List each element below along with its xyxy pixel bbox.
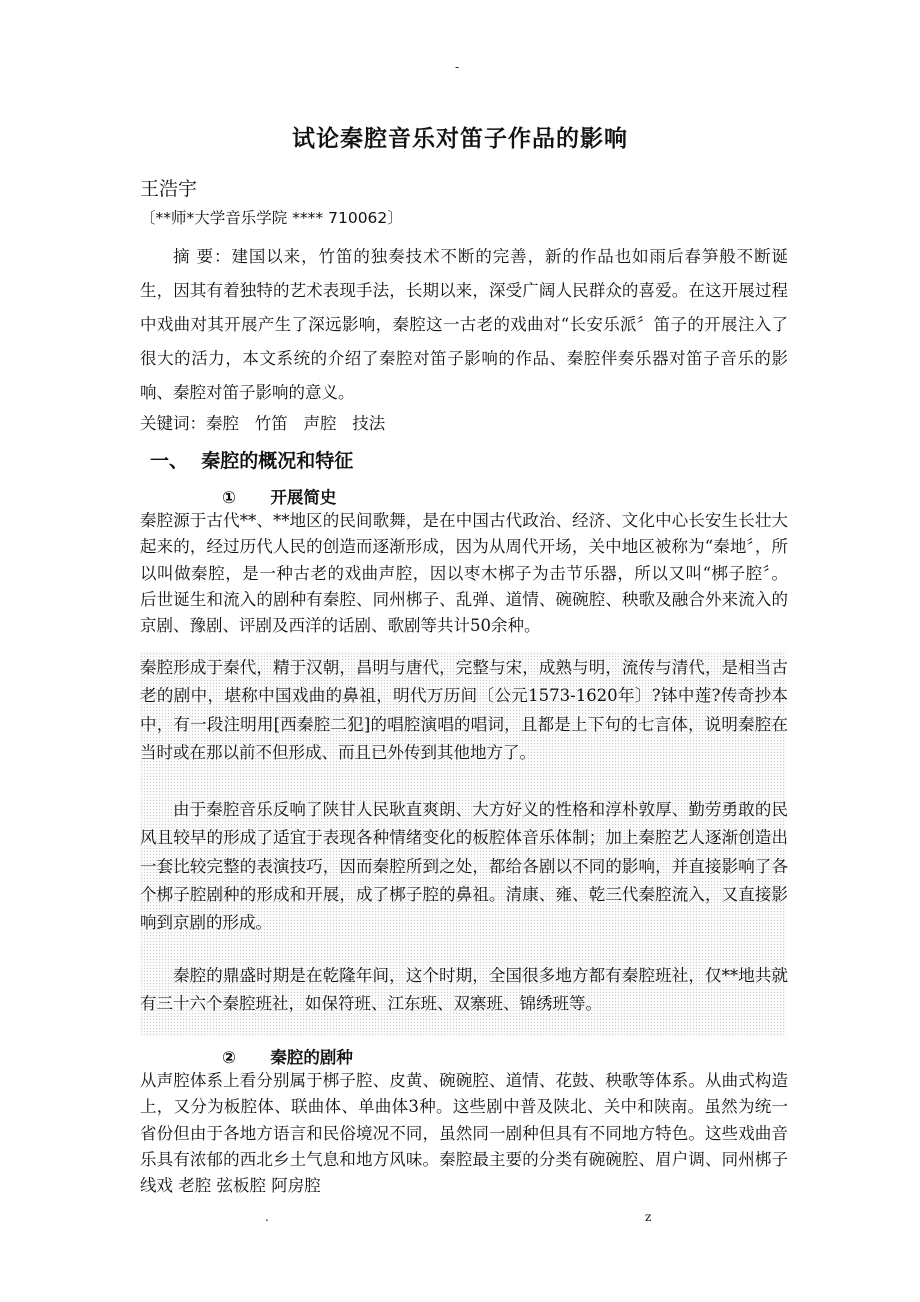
section-heading-1: 一、 秦腔的概况和特征 xyxy=(150,450,354,472)
footer-right-mark: z xyxy=(645,1210,652,1224)
keywords: 关键词：秦腔 竹笛 声腔 技法 xyxy=(140,414,386,433)
abstract-label: 摘 要： xyxy=(173,247,232,266)
paragraph-history-4: 秦腔的鼎盛时期是在乾隆年间，这个时期，全国很多地方都有秦腔班社，仅**地共就有三十六个秦腔班社，如保符班、江东班、双寨班、锦绣班等。 xyxy=(140,966,788,1014)
paragraph-genres: 从声腔体系上看分别属于梆子腔、皮黄、碗碗腔、道情、花鼓、秧歌等体系。从曲式构造上，又分为板腔体、联曲体、单曲体3种。这些剧中普及陕北、关中和陕南。虽然为统一省份但由于各地方语言和民俗境况不同，虽然同一剧种但具有不同地方特色。这些戏曲音乐具有浓郁的西北乡土气息和地方风味。秦腔最主要的分类有碗碗腔、眉户调、同州梆子 线戏 老腔 弦板腔 阿房腔 xyxy=(140,1071,788,1196)
subsection-heading-2: ② 秦腔的剧种 xyxy=(222,1048,353,1067)
paragraph-history-1: 秦腔源于古代**、**地区的民间歌舞，是在中国古代政治、经济、文化中心长安生长壮大起来的，经过历代人民的创造而逐渐形成，因为从周代开场，关中地区被称为“秦地〞，所以叫做秦腔，是一种古老的戏曲声腔，因以枣木梆子为击节乐器，所以又叫“梆子腔〞。 后世诞生和流入的剧种有秦腔、同州梆子、乱弹、道情、碗碗腔、秧歌及融合外来流入的京剧、豫剧、评剧及西洋的话剧、歌剧等共计50余种。 xyxy=(140,511,788,636)
affiliation: 〔**师*大学音乐学院 **** 710062〕 xyxy=(140,209,403,227)
subsection-heading-1: ① 开展简史 xyxy=(222,488,337,507)
paragraph-history-2: 秦腔形成于秦代，精于汉朝，昌明与唐代，完整与宋，成熟与明，流传与清代，是相当古老的剧中，堪称中国戏曲的鼻祖，明代万历间〔公元1573-1620年〕?钵中莲?传奇抄本中，有一段注明用[西秦腔二犯]的唱腔演唱的唱词，且都是上下句的七言体，说明秦腔在当时或在那以前不但形成、而且已外传到其他地方了。 xyxy=(140,658,788,762)
abstract-text: 建国以来，竹笛的独奏技术不断的完善，新的作品也如雨后春笋般不断诞生，因其有着独特的艺术表现手法，长期以来，深受广阔人民群众的喜爱。在这开展过程中戏曲对其开展产生了深远影响，秦腔这一古老的戏曲对“长安乐派〞笛子的开展注入了很大的活力，本文系统的介绍了秦腔对笛子影响的作品、秦腔伴奏乐器对笛子音乐的影响、秦腔对笛子影响的意义。 xyxy=(140,247,789,402)
paragraph-history-3: 由于秦腔音乐反响了陕甘人民耿直爽朗、大方好义的性格和淳朴敦厚、勤劳勇敢的民风且较早的形成了适宜于表现各种情绪变化的板腔体音乐体制；加上秦腔艺人逐渐创造出一套比较完整的表演技巧，因而秦腔所到之处，都给各剧以不同的影响，并直接影响了各个梆子腔剧种的形成和开展，成了梆子腔的鼻祖。清康、雍、乾三代秦腔流入，又直接影响到京剧的形成。 xyxy=(140,800,788,933)
page-title: 试论秦腔音乐对笛子作品的影响 xyxy=(292,126,628,152)
footer-left-mark: . xyxy=(265,1210,269,1224)
header-mark: - xyxy=(455,60,460,74)
author-name: 王浩宇 xyxy=(140,178,198,200)
abstract xyxy=(140,240,788,410)
